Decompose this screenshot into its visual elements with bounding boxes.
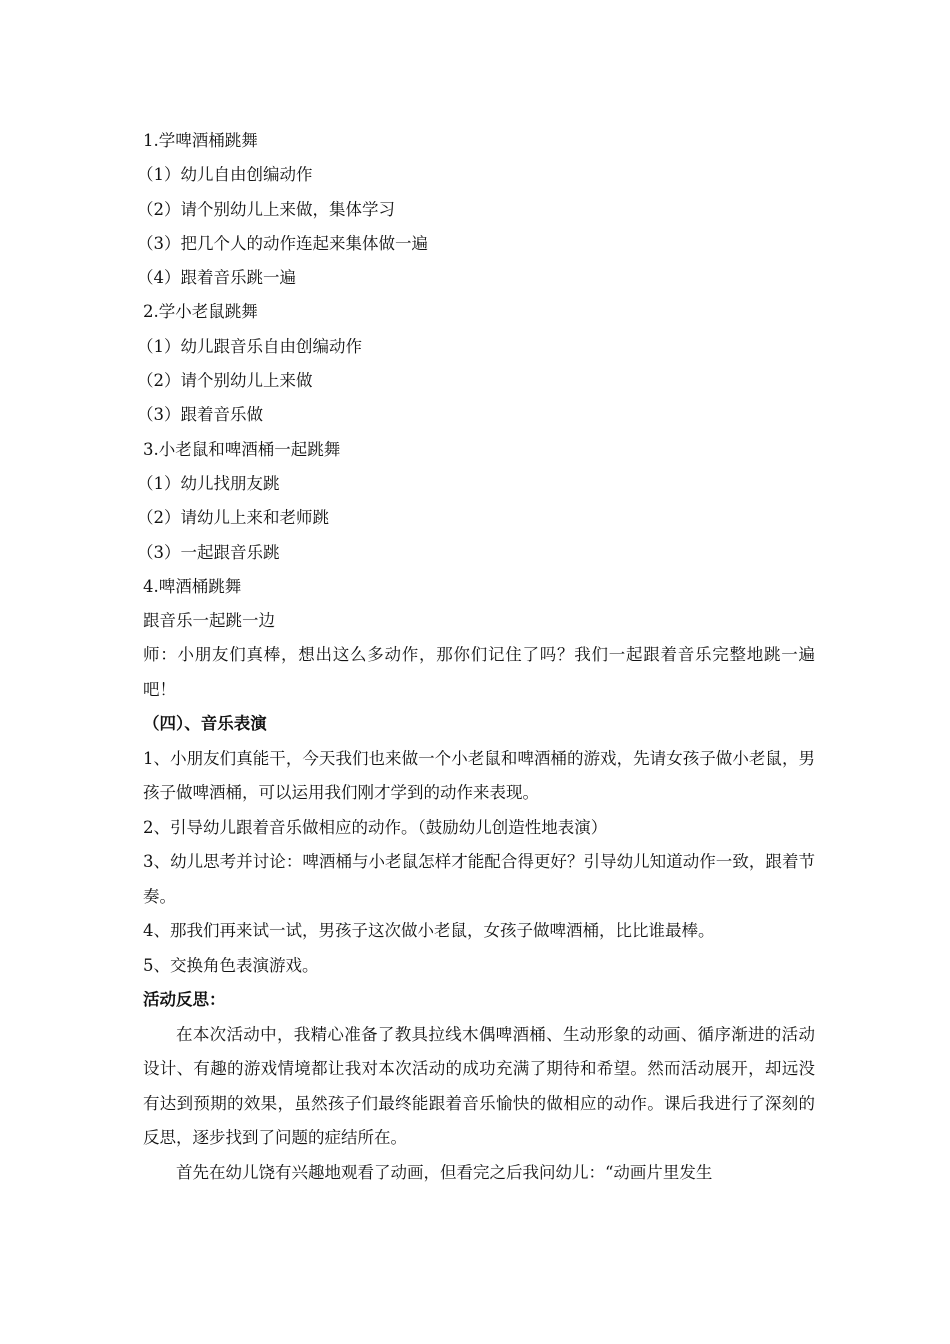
sub-step: （3）跟着音乐做 — [137, 405, 263, 425]
performance-step: 2、引导幼儿跟着音乐做相应的动作。（鼓励幼儿创造性地表演） — [143, 817, 608, 837]
sub-step: （2）请个别幼儿上来做 — [137, 371, 313, 391]
reflection-paragraph: 首先在幼儿饶有兴趣地观看了动画，但看完之后我问幼儿：“动画片里发生 — [176, 1162, 713, 1182]
step-note: 跟音乐一起跳一边 — [143, 611, 275, 631]
step-heading: 4.啤酒桶跳舞 — [143, 576, 242, 596]
sub-step: （2）请幼儿上来和老师跳 — [137, 508, 329, 528]
step-heading: 2.学小老鼠跳舞 — [143, 302, 258, 322]
sub-step: （2）请个别幼儿上来做，集体学习 — [137, 199, 395, 219]
sub-step: （1）幼儿找朋友跳 — [137, 473, 280, 493]
step-heading: 3.小老鼠和啤酒桶一起跳舞 — [143, 439, 341, 459]
sub-step: （1）幼儿自由创编动作 — [137, 165, 313, 185]
sub-step: （3）一起跟音乐跳 — [137, 542, 280, 562]
performance-step: 4、那我们再来试一试，男孩子这次做小老鼠，女孩子做啤酒桶，比比谁最棒。 — [143, 921, 715, 941]
step-heading: 1.学啤酒桶跳舞 — [143, 131, 258, 150]
reflection-paragraph: 在本次活动中，我精心准备了教具拉线木偶啤酒桶、生动形象的动画、循序渐进的活动设计、有趣的游戏情境都让我对本次活动的成功充满了期待和希望。然而活动展开，却远没有达到预期的效果，虽然孩子们最终能跟着音乐愉快的做相应的动作。课后我进行了深刻的反思，逐步找到了问题的症结所在。 — [143, 1024, 815, 1148]
section-heading: （四）、音乐表演 — [143, 714, 267, 734]
sub-step: （3）把几个人的动作连起来集体做一遍 — [137, 233, 428, 253]
performance-step: 5、交换角色表演游戏。 — [143, 955, 319, 975]
sub-step: （4）跟着音乐跳一遍 — [137, 268, 296, 288]
performance-step: 3、幼儿思考并讨论：啤酒桶与小老鼠怎样才能配合得更好？引导幼儿知道动作一致，跟着节奏。 — [143, 852, 815, 906]
reflection-heading: 活动反思： — [143, 990, 226, 1010]
teacher-paragraph: 师：小朋友们真棒，想出这么多动作，那你们记住了吗？我们一起跟着音乐完整地跳一遍吧！ — [143, 645, 815, 699]
document-body — [137, 124, 815, 1190]
performance-step: 1、小朋友们真能干，今天我们也来做一个小老鼠和啤酒桶的游戏，先请女孩子做小老鼠，男孩子做啤酒桶，可以运用我们刚才学到的动作来表现。 — [143, 748, 815, 803]
sub-step: （1）幼儿跟音乐自由创编动作 — [137, 336, 362, 356]
